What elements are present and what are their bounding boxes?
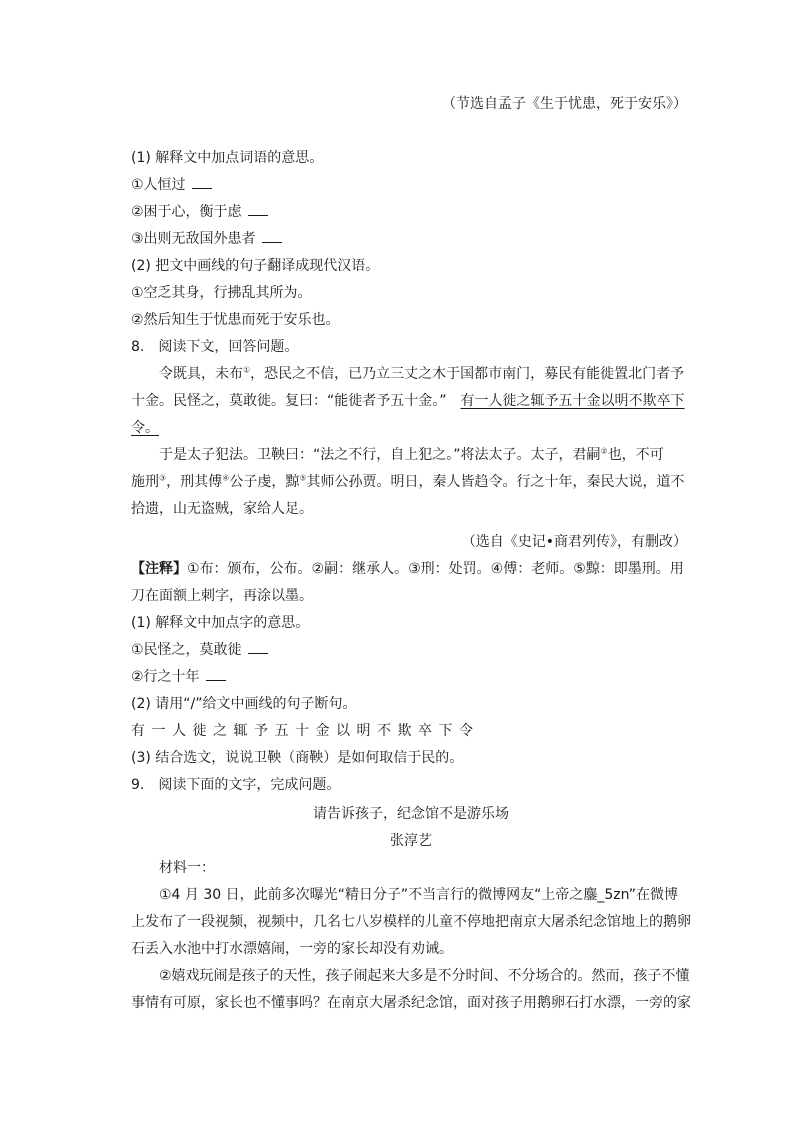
notes-text: ①布：颁布，公布。②嗣：继承人。③刑：处罚。④傅：老师。⑤黥：即墨刑。用 (187, 561, 684, 577)
q7-item-text: ②困于心，衡于虑 (131, 204, 242, 220)
q9-passage-line: 事情有可原，家长也不懂事吗？在南京大屠杀纪念馆，面对孩子用鹅卵石打水漂，一旁的家 (131, 995, 691, 1011)
answer-blank[interactable] (248, 201, 268, 216)
passage-text: 于是太子犯法。卫鞅曰：“法之不行，自上犯之。”将法太子。太子，君嗣 (159, 447, 601, 463)
q9-passage-line: 上发布了一段视频，视频中，几名七八岁模样的儿童不停地把南京大屠杀纪念馆地上的鹅卵 (131, 914, 691, 930)
q7-part2-item-2: ②然后知生于忧患而死于安乐也。 (131, 312, 340, 328)
q8-passage-line (131, 361, 691, 388)
notes-label: 【注释】 (131, 561, 187, 577)
q8-passage-line (131, 442, 691, 469)
q8-passage-line (131, 469, 691, 496)
q8-passage-line: 拾遗，山无盗贼，家给人足。 (131, 501, 313, 517)
q9-passage-line: ①4 月 30 日，此前多次曝光“精日分子”不当言行的微博网友“上帝之鏖_5zn”在微博 (159, 887, 678, 903)
q8-passage-line (131, 415, 691, 442)
q8-item-text: ①民怪之，莫敢徙 (131, 642, 242, 658)
passage-text: 令既具，未布 (159, 366, 243, 382)
footnote-marker: ② (600, 446, 608, 456)
article-title: 请告诉孩子，纪念馆不是游乐场 (313, 806, 509, 822)
footnote-marker: ⑤ (299, 473, 307, 483)
q8-title: 8. 阅读下文，回答问题。 (131, 339, 299, 355)
q7-part2-item-1: ①空乏其身，行拂乱其所为。 (131, 285, 312, 301)
passage-text: ，刑其傅 (166, 474, 223, 490)
q7-part1-item-2 (131, 199, 691, 226)
passage-text: 也，不可 (607, 447, 664, 463)
article-author: 张淳艺 (390, 833, 432, 849)
passage-text: ，恐民之不信，已乃立三丈之木于国都市南门，募民有能徙置北门者予 (250, 366, 685, 382)
passage-text: 公子虔，黥 (229, 474, 300, 490)
q8-part1-label: (1) 解释文中加点字的意思。 (131, 615, 310, 631)
answer-blank[interactable] (192, 174, 212, 189)
passage-text: 十金。民怪之，莫敢徙。复曰：“能徙者予五十金。” (131, 393, 461, 409)
q9-title: 9. 阅读下面的文字，完成问题。 (131, 777, 341, 793)
q9-passage-line: ②嬉戏玩闹是孩子的天性，孩子闹起来大多是不分时间、不分场合的。然而，孩子不懂 (159, 968, 690, 984)
q8-item-text: ②行之十年 (131, 669, 200, 685)
footnote-marker: ④ (222, 473, 230, 483)
q7-item-text: ①人恒过 (131, 177, 186, 193)
underlined-sentence-end: 令。 (131, 420, 159, 436)
q8-notes-line (131, 556, 691, 583)
q8-part3-label: (3) 结合选文，说说卫鞅（商鞅）是如何取信于民的。 (131, 750, 464, 766)
q7-part1-item-1 (131, 172, 691, 199)
q8-part1-item-1 (131, 637, 691, 664)
underlined-sentence: 有一人徙之辄予五十金以明不欺卒下 (460, 393, 685, 409)
q7-item-text: ③出则无敌国外患者 (131, 231, 256, 247)
source-citation-mencius: （节选自孟子《生于忧患，死于安乐》） (442, 96, 687, 112)
answer-blank[interactable] (206, 666, 226, 681)
q8-passage-line (131, 388, 691, 415)
passage-text: 施刑 (131, 474, 159, 490)
q8-notes-line: 刀在面额上刺字，再涂以墨。 (131, 588, 313, 604)
footnote-marker: ① (243, 365, 251, 375)
q9-passage-line: 石丢入水池中打水漂嬉闹，一旁的家长却没有劝诫。 (131, 941, 453, 957)
material-label: 材料一： (159, 860, 215, 876)
q8-part2-label: (2) 请用“/”给文中画线的句子断句。 (131, 696, 357, 712)
q8-part1-item-2 (131, 664, 691, 691)
answer-blank[interactable] (248, 639, 268, 654)
footnote-marker: ③ (159, 473, 167, 483)
answer-blank[interactable] (262, 228, 282, 243)
q8-part2-sentence: 有一人徙之辄予五十金以明不欺卒下令 (131, 723, 480, 739)
q7-part2-label: (2) 把文中画线的句子翻译成现代汉语。 (131, 258, 380, 274)
q7-part1-label: (1) 解释文中加点词语的意思。 (131, 150, 324, 166)
passage-text: 其师公孙贾。明日，秦人皆趋令。行之十年，秦民大说，道不 (306, 474, 685, 490)
source-citation-shiji: （选自《史记•商君列传》，有删改） (461, 534, 687, 550)
q7-part1-item-3 (131, 226, 691, 253)
